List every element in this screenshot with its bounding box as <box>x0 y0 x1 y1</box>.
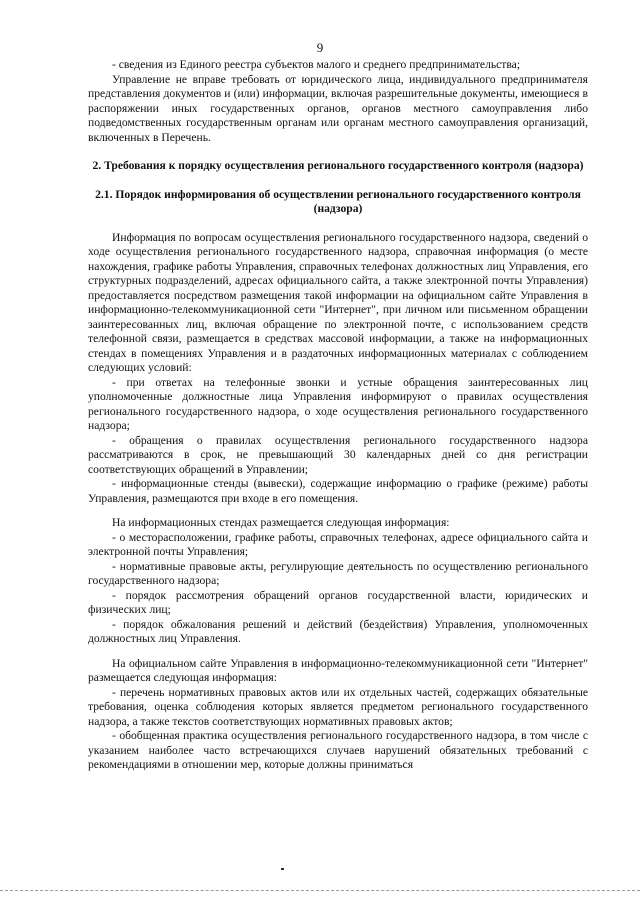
paragraph: На официальном сайте Управления в информационно-телекоммуникационной сети "Интернет" размещается следующая информация: <box>88 656 588 684</box>
paragraph: - порядок обжалования решений и действий (бездействия) Управления, уполномоченных должностных лиц Управления. <box>88 617 588 645</box>
scan-speck <box>281 868 284 870</box>
paragraph: - перечень нормативных правовых актов или их отдельных частей, содержащих обязательные требования, оценка соблюдения которых является предметом регионального государственного надзора, а также текстов соответствующих нормативных правовых актов; <box>88 685 588 728</box>
paragraph: - при ответах на телефонные звонки и устные обращения заинтересованных лиц уполномоченные должностные лица Управления информируют о правилах осуществления регионального государственного надзора, о ходе осуществления регионального государственного надзора; <box>88 375 588 432</box>
page-bottom-edge <box>0 890 640 891</box>
paragraph: Информация по вопросам осуществления регионального государственного надзора, сведений о ходе осуществления регионального государственного надзора, справочная информация (о месте нахождения, графике работы Управления, справочных телефонах должностных лиц Управления, его структурных подразделений, адресах официального сайта, а также электронной почты Управления) предоставляется посредством размещения такой информации на официальном сайте Управления в информационно-телекоммуникационной сети "Интернет", при личном или письменном обращении заинтересованных лиц, включая обращение по электронной почте, с использованием средств телефонной связи, размещается в средствах массовой информации, а также на информационных стендах в помещениях Управления и в раздаточных информационных материалах с соблюдением следующих условий: <box>88 230 588 374</box>
paragraph: - информационные стенды (вывески), содержащие информацию о графике (режиме) работы Управления, размещаются при входе в его помещения. <box>88 477 588 505</box>
paragraph: - нормативные правовые акты, регулирующие деятельность по осуществлению регионального государственного надзора; <box>88 559 588 587</box>
paragraph: - обобщенная практика осуществления регионального государственного надзора, в том числе с указанием наиболее часто встречающихся случаев нарушений обязательных требований с рекомендациями в отношении мер, которые должны приниматься <box>88 729 588 771</box>
paragraph: Управление не вправе требовать от юридического лица, индивидуального предпринимателя представления документов и (или) информации, включая разрешительные документы, имеющиеся в распоряжении иных государственных органов, органов местного самоуправления либо подведомственных государственным органам или органам местного самоуправления организаций, включенных в Перечень. <box>88 72 588 144</box>
section-heading: 2.1. Порядок информирования об осуществлении регионального государственного контроля (надзора) <box>95 187 581 215</box>
paragraph: На информационных стендах размещается следующая информация: <box>112 516 450 529</box>
spacer <box>88 217 588 231</box>
spacer <box>88 647 588 657</box>
paragraph: - порядок рассмотрения обращений органов государственной власти, юридических и физических лиц; <box>88 588 588 616</box>
paragraph: - сведения из Единого реестра субъектов малого и среднего предпринимательства; <box>112 58 521 71</box>
paragraph: - обращения о правилах осуществления регионального государственного надзора рассматриваются в срок, не превышающий 30 календарных дней со дня регистрации соответствующих обращений в Управлении; <box>88 433 588 476</box>
spacer <box>88 506 588 516</box>
page-number: 9 <box>316 40 324 55</box>
spacer <box>88 145 588 159</box>
spacer <box>88 174 588 188</box>
document-body <box>88 58 588 773</box>
section-heading: 2. Требования к порядку осуществления регионального государственного контроля (надзора) <box>92 159 584 172</box>
paragraph: - о месторасположении, графике работы, справочных телефонах, адресе официального сайта и электронной почты Управления; <box>88 530 588 558</box>
